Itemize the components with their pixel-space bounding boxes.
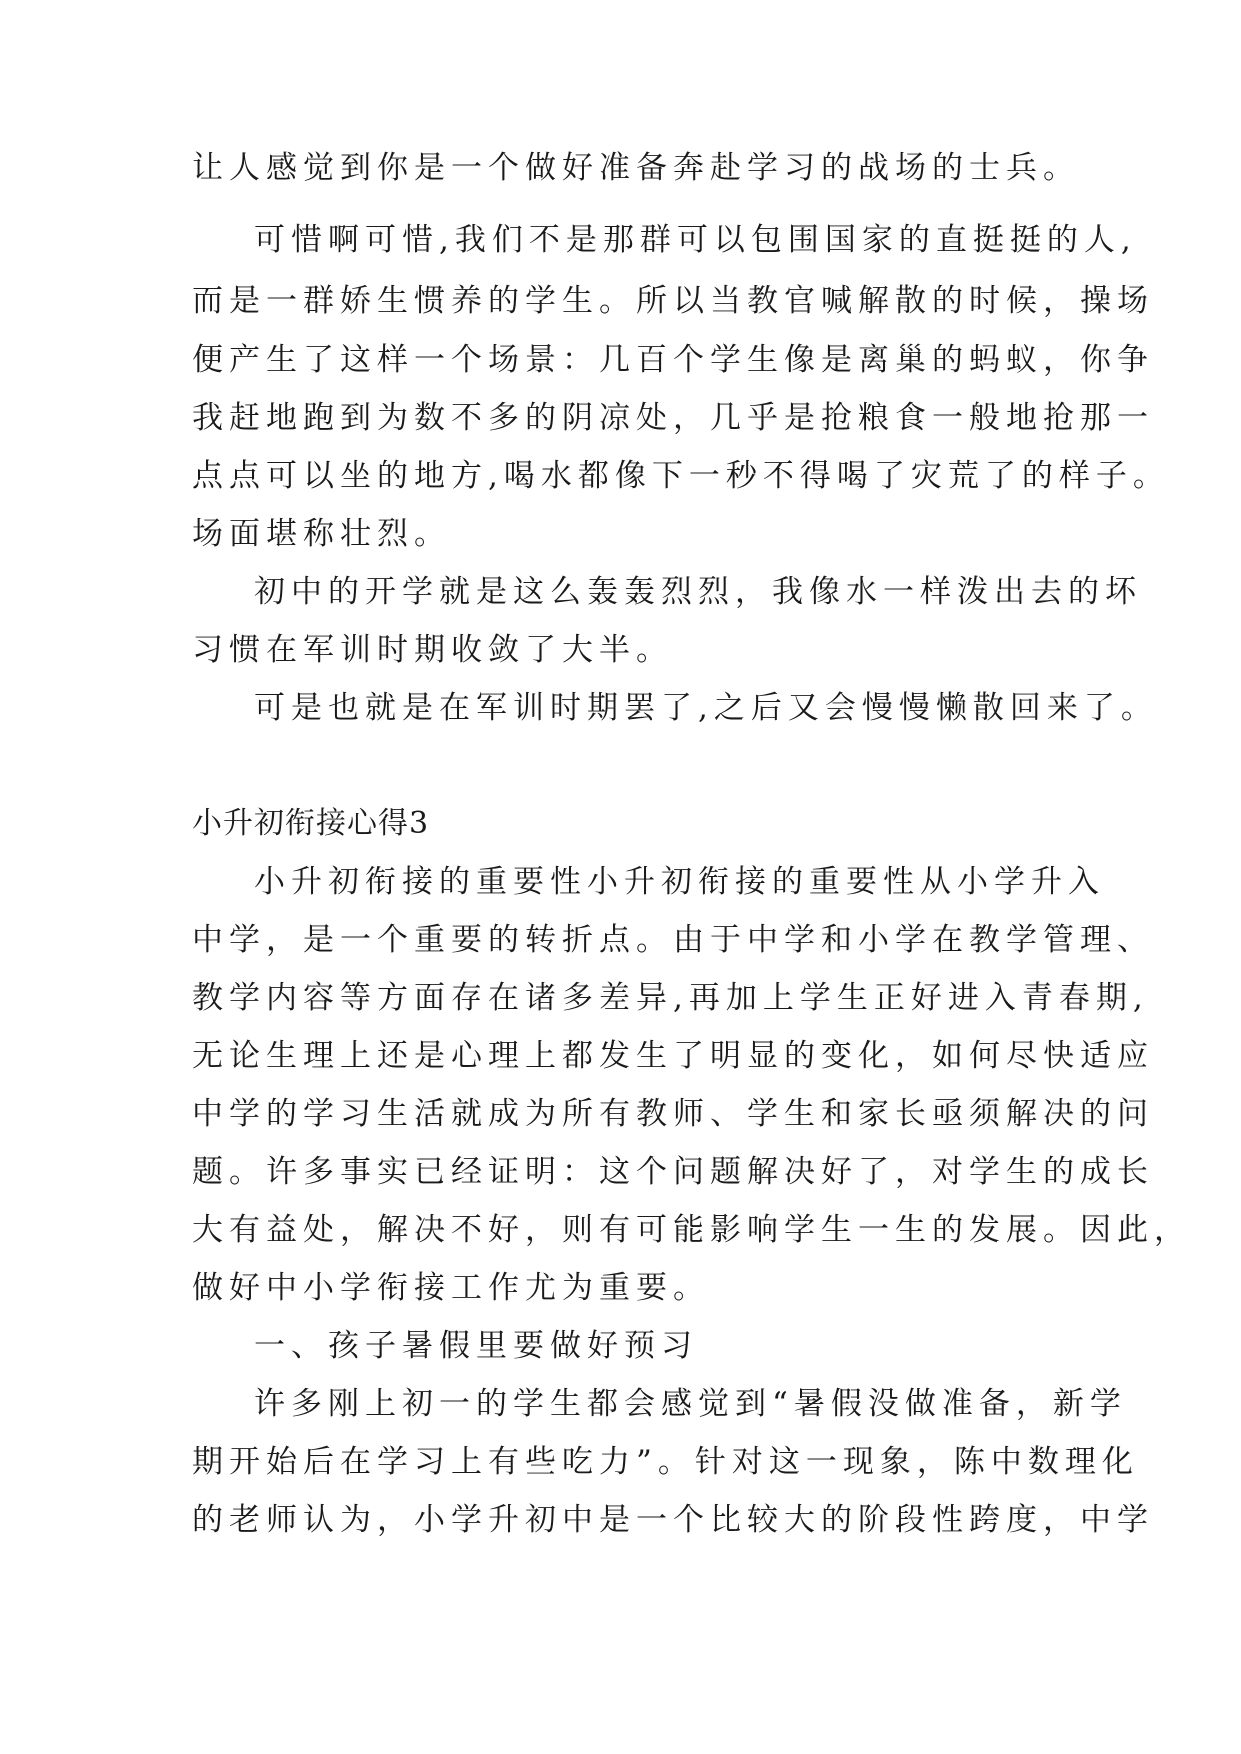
text-line: 的老师认为，小学升初中是一个比较大的阶段性跨度，中学 [192,1502,1154,1538]
text-line: 中学的学习生活就成为所有教师、学生和家长亟须解决的问 [192,1096,1154,1132]
text-line: 而是一群娇生惯养的学生。所以当教官喊解散的时候，操场 [192,283,1154,319]
text-line: 初中的开学就是这么轰轰烈烈，我像水一样泼出去的坏 [254,574,1142,610]
text-line: 可是也就是在军训时期罢了,之后又会慢慢懒散回来了。 [254,690,1158,726]
text-line: 小升初衔接的重要性小升初衔接的重要性从小学升入 [254,864,1105,900]
text-line: 期开始后在学习上有些吃力”。针对这一现象，陈中数理化 [192,1444,1139,1480]
text-line: 让人感觉到你是一个做好准备奔赴学习的战场的士兵。 [192,150,1080,186]
subheading: 一、孩子暑假里要做好预习 [254,1328,698,1364]
text-line: 无论生理上还是心理上都发生了明显的变化，如何尽快适应 [192,1038,1154,1074]
text-line: 我赶地跑到为数不多的阴凉处，几乎是抢粮食一般地抢那一 [192,400,1154,436]
section-heading: 小升初衔接心得3 [192,806,430,841]
text-line: 题。许多事实已经证明：这个问题解决好了，对学生的成长 [192,1154,1154,1190]
text-line: 便产生了这样一个场景：几百个学生像是离巢的蚂蚁，你争 [192,342,1154,378]
text-line: 可惜啊可惜,我们不是那群可以包围国家的直挺挺的人, [254,222,1137,258]
text-line: 中学，是一个重要的转折点。由于中学和小学在教学管理、 [192,922,1154,958]
text-line: 习惯在军训时期收敛了大半。 [192,632,673,668]
text-line: 大有益处，解决不好，则有可能影响学生一生的发展。因此， [192,1212,1191,1248]
text-line: 做好中小学衔接工作尤为重要。 [192,1270,710,1306]
text-line: 场面堪称壮烈。 [192,516,451,552]
text-line: 点点可以坐的地方,喝水都像下一秒不得喝了灾荒了的样子。 [192,458,1170,494]
text-line: 许多刚上初一的学生都会感觉到“暑假没做准备，新学 [254,1386,1127,1422]
text-line: 教学内容等方面存在诸多差异,再加上学生正好进入青春期, [192,980,1149,1016]
